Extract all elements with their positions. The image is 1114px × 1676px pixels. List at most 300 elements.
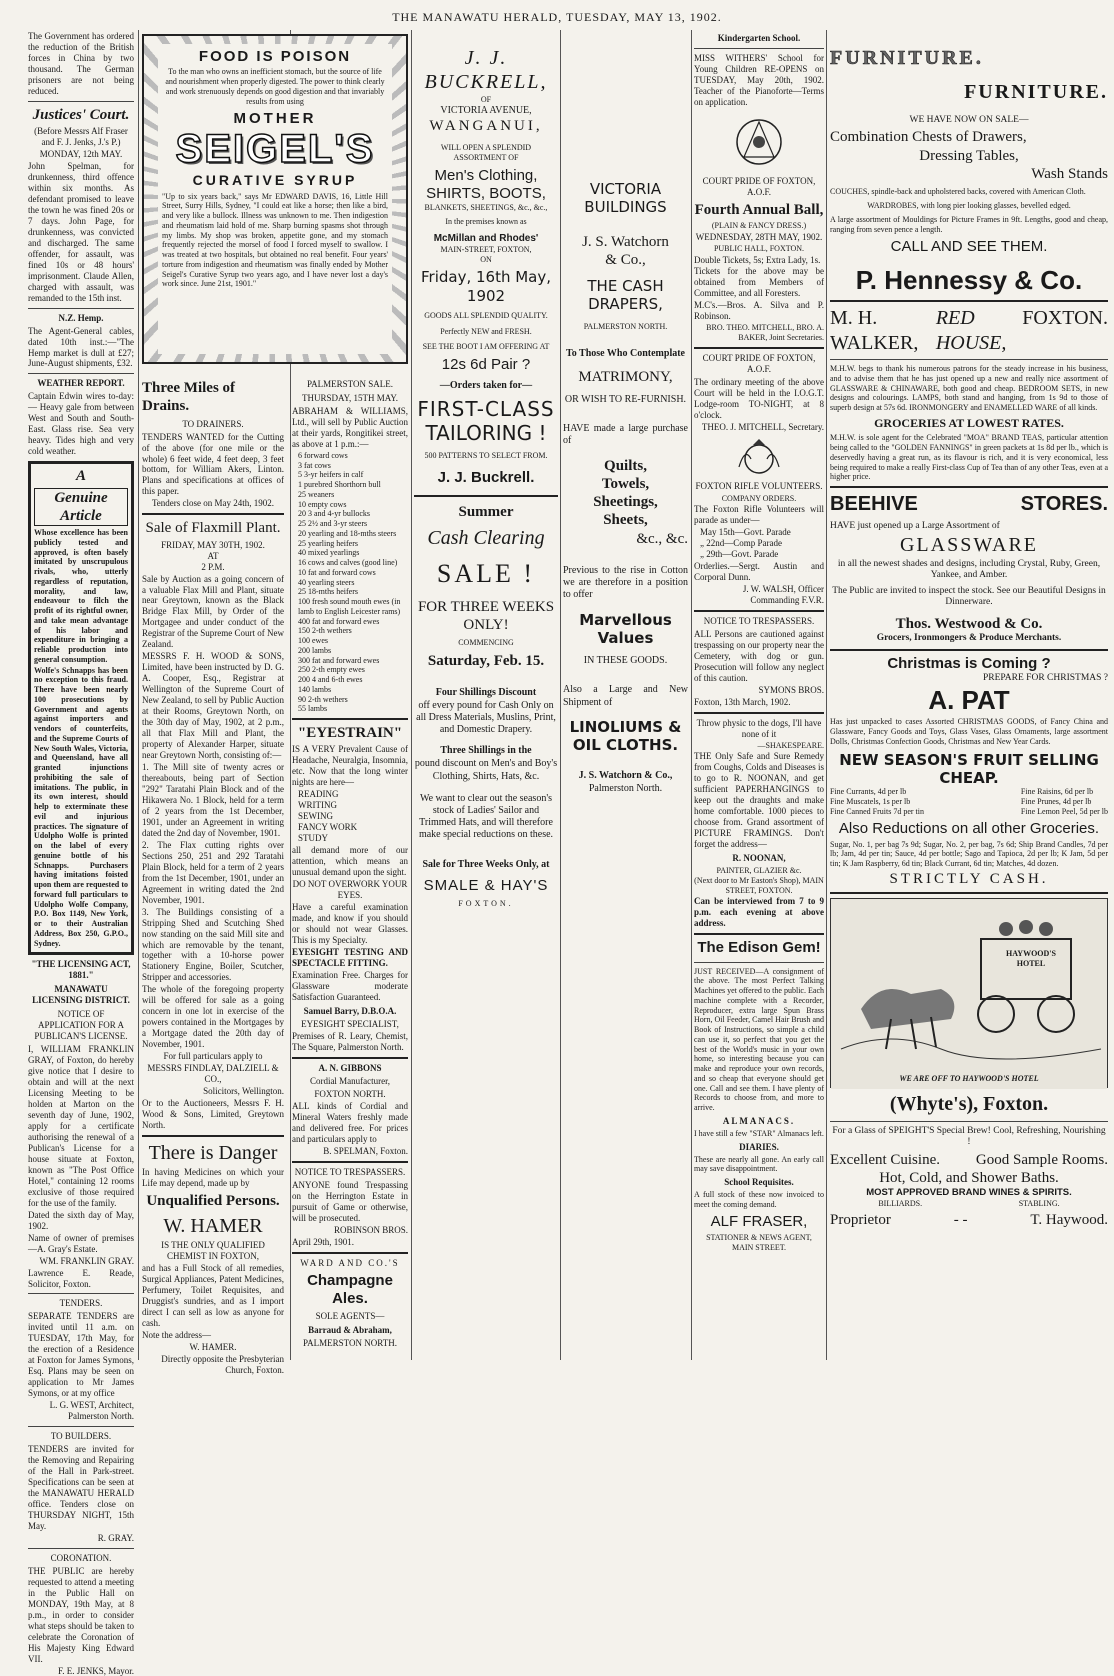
tenders-signature: L. G. WEST, Architect, Palmerston North. [28, 1400, 134, 1422]
almanacs-text: I have still a few "STAR" Almanacs left. [694, 1129, 824, 1139]
trespass-text: ANYONE found Trespassing on the Herrington Estate in pursuit of Game or otherwise, will be prosecuted. [292, 1180, 408, 1224]
ward-ales: Champagne Ales. [292, 1272, 408, 1309]
builders-title: TO BUILDERS. [28, 1431, 134, 1442]
fruit-right-list [1021, 787, 1108, 816]
wines-spirits: MOST APPROVED BRAND WINES & SPIRITS. [830, 1187, 1108, 1199]
fruit-heading: NEW SEASON'S FRUIT SELLING CHEAP. [830, 751, 1108, 788]
builders-signature: R. GRAY. [28, 1533, 134, 1544]
contemplate: To Those Who Contemplate [563, 348, 688, 360]
walker-heading [830, 306, 1108, 355]
court-before: (Before Messrs Alf Fraser and F. J. Jenks, J.'s P.) [28, 126, 134, 148]
buckrell-price: 12s 6d Pair ? [414, 356, 558, 374]
column-1 [28, 30, 134, 1360]
sale-item: 16 cows and calves (good line) [298, 558, 408, 568]
column-3 [292, 376, 408, 1360]
saturday-date: Saturday, Feb. 15. [414, 652, 558, 670]
sale-item: 25 weaners [298, 490, 408, 500]
royal-crest-icon [729, 437, 789, 477]
tres-signature: SYMONS BROS. [694, 685, 824, 696]
sale-date: THURSDAY, 15TH MAY. [292, 393, 408, 404]
buckrell-first-class: FIRST-CLASS [414, 397, 558, 421]
fruit-price: Fine Prunes, 4d per lb [1021, 797, 1108, 807]
masthead: THE MANAWATU HERALD, TUESDAY, MAY 13, 1902. [0, 0, 1114, 30]
proprietor-label: Proprietor [830, 1211, 891, 1229]
apat-text: Has just unpacked to cases Assorted CHRISTMAS GOODS, of Fancy China and Glassware, Fancy Goods and Toys, Glass Vases, Glass Ornaments, large assortment Dolls, Christmas Confection Goods, Christmas and New Year Cards. [830, 717, 1108, 746]
gibbons-signature: B. SPELMAN, Foxton. [292, 1146, 408, 1157]
rifle-signature: J. W. WALSH, Officer Commanding F.V.R. [694, 584, 824, 606]
refurnish: OR WISH TO RE-FURNISH. [563, 394, 688, 406]
buckrell-goods: GOODS ALL SPLENDID QUALITY. [414, 311, 558, 321]
buckrell-orders: —Orders taken for— [414, 380, 558, 392]
drains-close: Tenders close on May 24th, 1902. [142, 498, 284, 509]
furniture-tables: Dressing Tables, [830, 147, 1108, 165]
buckrell-will-open: WILL OPEN A SPLENDID ASSORTMENT OF [414, 143, 558, 163]
coach-sign: HAYWOOD'S HOTEL [996, 949, 1066, 969]
buckrell-mens: Men's Clothing, [414, 167, 558, 185]
hennessy-name: P. Hennessy & Co. [830, 265, 1108, 297]
court-meeting-text: The ordinary meeting of the above Court will be held in the I.O.G.T. Lodge-room TO-NIGHT, at 8 o'clock. [694, 377, 824, 421]
furniture-now-on-sale: WE HAVE NOW ON SALE— [830, 115, 1108, 127]
eyestrain-text: IS A VERY Prevalent Cause of Headache, Neuralgia, Insomnia, etc. Now that the long winter nights are here— [292, 744, 408, 788]
column-rule [826, 30, 827, 1360]
hemp-text: The Agent-General cables, dated 10th inst.:—"The Hemp market is dull at £27; June-August shipments, £32. [28, 326, 134, 370]
hamer-note: Note the address— [142, 1330, 284, 1341]
matrimony: MATRIMONY, [563, 368, 688, 386]
noonan-address: (Next door to Mr Easton's Shop), MAIN STREET, FOXTON. [694, 876, 824, 896]
flax-date: FRIDAY, MAY 30TH, 1902. [142, 540, 284, 551]
flax-title: Sale of Flaxmill Plant. [142, 519, 284, 537]
sample-rooms: Good Sample Rooms. [976, 1151, 1108, 1169]
column-rule [138, 30, 139, 1360]
fraser-address: MAIN STREET. [694, 1243, 824, 1253]
marvellous-values: Marvellous Values [563, 611, 688, 648]
eyestrain-text2: all demand more of our attention, which means an unusual demand upon the sight. [292, 845, 408, 878]
column-rule [411, 30, 412, 1360]
sale-item: 5 3-yr heifers in calf [298, 470, 408, 480]
flax-firm: MESSRS FINDLAY, DALZIELL & CO., [142, 1063, 284, 1085]
licensing-signature: WM. FRANKLIN GRAY. [28, 1256, 134, 1267]
smale-hays: SMALE & HAY'S [414, 877, 558, 895]
baths: Hot, Cold, and Shower Baths. [830, 1169, 1108, 1187]
ball-mc: M.C's.—Bros. A. Silva and P. Robinson. [694, 300, 824, 322]
cash-clearing: Cash Clearing [414, 526, 558, 550]
licensing-owner: Name of owner of premises—A. Gray's Estate. [28, 1233, 134, 1255]
flax-or: Or to the Auctioneers, Messrs F. H. Wood & Sons, Limited, Greytown North. [142, 1098, 284, 1131]
sale-three-weeks: Sale for Three Weeks Only, at [414, 859, 558, 871]
court-signature: THEO. J. MITCHELL, Secretary. [694, 422, 824, 433]
glass-text: in all the newest shades and designs, including Crystal, Ruby, Green, Yankee, and Amber. [830, 559, 1108, 582]
flax-item1: 1. The Mill site of twenty acres or thereabouts, being part of Section "292" Taratahi Plain Block and of the Hikawera No. 1 Block, held for a term of 2 years from the 1st December, 1901, under an Agreement in writing dated the 2nd day of November, 1901. [142, 762, 284, 839]
hamer-name: W. HAMER [142, 1214, 284, 1238]
four-shillings-text: off every pound for Cash Only on all Dress Materials, Muslins, Print, and Domestic Drapery. [414, 700, 558, 737]
three-shillings-title: Three Shillings in the [414, 745, 558, 757]
trespass-title: NOTICE TO TRESPASSERS. [292, 1167, 408, 1178]
court-date: MONDAY, 12th MAY. [28, 149, 134, 160]
towels: Towels, [563, 475, 688, 493]
eyestrain-text3: Have a careful examination made, and know if you should or should not wear Glasses. This is my Specialty. [292, 902, 408, 946]
rifle-date: „ 29th—Govt. Parade [700, 549, 824, 560]
rifle-date: „ 22nd—Comp Parade [700, 538, 824, 549]
three-weeks: FOR THREE WEEKS ONLY! [414, 598, 558, 635]
buckrell-boot: SEE THE BOOT I AM OFFERING AT [414, 342, 558, 352]
edison-text: JUST RECEIVED—A consignment of the above. The most Perfect Talking Machines yet offered to the public. Each machine complete with a Recorder, Reproducer, extra large Spun Brass Horn, Oil Feeder, Camel Hair Brush and Book of Instructions, so simple a child can use it, so perfect that you get the best of the World's music in your own home, so interesting because you can make and reproduce your own records, and so cheap that everyone should get one. Call and see them. I have plenty of Records to choose from, and more to arrive. [694, 967, 824, 1113]
fruit-price: Fine Muscatels, 1s per lb [830, 797, 924, 807]
glass-invite: The Public are invited to inspect the stock. See our Beautiful Designs in Dinnerware. [830, 586, 1108, 609]
trespass-date: April 29th, 1901. [292, 1237, 408, 1248]
licensing-dated: Dated the sixth day of May, 1902. [28, 1210, 134, 1232]
sale-item: 20 yearling and 18-mths steers [298, 529, 408, 539]
prepare-christmas: PREPARE FOR CHRISTMAS ? [830, 673, 1108, 685]
diaries-title: DIARIES. [694, 1142, 824, 1153]
coronation-text: THE PUBLIC are hereby requested to attend a meeting in the Public Hall on MONDAY, 19th May, at 8 p.m., in order to consider what steps should be taken to celebrate the Coronation of His Majesty King Edward VII. [28, 1566, 134, 1665]
buckrell-on: ON [414, 255, 558, 265]
ball-text: Tickets for the above may be obtained from Members of Committee, and all Foresters. [694, 266, 824, 299]
sale-item: 55 lambs [298, 704, 408, 714]
licensing-notice: NOTICE OF APPLICATION FOR A PUBLICAN'S LICENSE. [28, 1009, 134, 1042]
furniture-mouldings: A large assortment of Mouldings for Picture Frames in 9ft. Lengths, good and cheap, ranging from seven pence a length. [830, 215, 1108, 235]
sale-item: 100 fresh sound mouth ewes (in lamb to English Leicester rams) [298, 597, 408, 617]
fruit-price: Fine Currants, 4d per lb [830, 787, 924, 797]
food-is-poison-title: FOOD IS POISON [162, 48, 388, 66]
buckrell-signature: J. J. Buckrell. [414, 469, 558, 487]
food-text: To the man who owns an inefficient stomach, but the source of life and nourishment when properly digested. The power to think clearly and work strenuously depends on good digestion and that invariably results from using [162, 67, 388, 106]
beehive-have: HAVE just opened up a Large Assortment of [830, 521, 1108, 533]
fruit-price: Fine Lemon Peel, 5d per lb [1021, 807, 1108, 817]
grocery-text: M.H.W. is sole agent for the Celebrated "MOA" BRAND TEAS, particular attention being called to the "GOLDEN FANNINGS" in green packets at 1s 8d per lb., which is deservedly having a great run, as its flavour is rich, and it is very economical, less being required to make a really First-class Cup of Tea than of any other Teas, even at a higher price. [830, 433, 1108, 482]
noonan-name: R. NOONAN, [694, 853, 824, 864]
ball-tickets: Double Tickets, 5s; Extra Lady, 1s. [694, 255, 824, 266]
gibbons-title: Cordial Manufacturer, [292, 1076, 408, 1087]
sale-item: 300 fat and forward ewes [298, 656, 408, 666]
strictly-cash: STRICTLY CASH. [830, 870, 1108, 888]
buckrell-of: OF [414, 95, 558, 105]
drains-text: TENDERS WANTED for the Cutting of the above (for one mile or the whole) 6 feet wide, 4 feet deep, 3 feet bottom, for William Akers, Linton. Plans and specifications at offices of this paper. [142, 432, 284, 498]
reductions: Also Reductions on all other Groceries. [830, 820, 1108, 838]
court-text: John Spelman, for drunkenness, third offence within six months. As defendant promised to leave the town he was fined 20s or 7 days. John Page, for drunkenness, was convicted and discharged. The same offender, for assault, was fined 10s or 48 hours' imprisonment. Claude Allen, charged with assault, was remanded to the 15th inst. [28, 161, 134, 304]
groceries-heading: GROCERIES AT LOWEST RATES. [830, 416, 1108, 431]
kindergarten-text: MISS WITHERS' School for Young Children RE-OPENS on TUESDAY, May 20th, 1902. Teacher of the Pianoforte—Terms on application. [694, 53, 824, 108]
victoria-buildings: VICTORIA BUILDINGS [563, 180, 688, 217]
eyestrain-item: STUDY [298, 833, 408, 844]
proprietor-name: T. Haywood. [1030, 1211, 1108, 1229]
rifle-date: May 15th—Govt. Parade [700, 527, 824, 538]
ward-title: WARD AND CO.'S [292, 1258, 408, 1269]
weather-text: Captain Edwin wires to-day:— Heavy gale from between West and South and South-East. Glass rise. Sea very heavy. Tides high and very cold weather. [28, 391, 134, 457]
buckrell-avenue: VICTORIA AVENUE, [414, 105, 558, 117]
furniture-heading-1: FURNITURE. [830, 46, 1108, 70]
buckrell-town: WANGANUI, [414, 117, 558, 135]
ward-town: PALMERSTON NORTH. [292, 1338, 408, 1349]
glassware: GLASSWARE [830, 533, 1108, 557]
danger-title: There is Danger [142, 1141, 284, 1165]
sale-title: PALMERSTON SALE. [292, 379, 408, 390]
mother-word: MOTHER [162, 110, 388, 128]
genuine-a: A [34, 467, 128, 485]
stabling: STABLING. [1019, 1199, 1060, 1209]
school-title: School Requisites. [694, 1177, 824, 1188]
furniture-stands: Wash Stands [830, 165, 1108, 183]
ball-title: Fourth Annual Ball, [694, 201, 824, 219]
rifle-title: FOXTON RIFLE VOLUNTEERS. [694, 481, 824, 492]
barry-title: EYESIGHT SPECIALIST, [292, 1019, 408, 1030]
sale-item: 20 3 and 4-yr bullocks [298, 509, 408, 519]
watchorn-name: J. S. Watchorn [563, 233, 688, 251]
hamer-text2: and has a Full Stock of all remedies, Surgical Appliances, Patent Medicines, Perfumery, Toilet Requisites, and Druggist's sundries, and as I import direct I can sell as low as anyone for cash. [142, 1263, 284, 1329]
sale-item: 25 2½ and 3-yr steers [298, 519, 408, 529]
court-lodge: COURT PRIDE OF FOXTON, A.O.F. [694, 353, 824, 375]
licensing-text: I, WILLIAM FRANKLIN GRAY, of Foxton, do hereby give notice that I desire to obtain and will at the next Licensing Meeting to be holden at Marton on the seventh day of June, 1902, apply for a certificate authorising the renewal of a Publican's License for a house situate at Foxton, known as "The Post Office Hotel," containing 12 rooms exclusive of those required for the use of the family. [28, 1044, 134, 1209]
flax-item3: 3. The Buildings consisting of a Stripping Shed and Scutching Shed now standing on the said Mill site and which are removable by the tenant, together with a 10-horse power Stationery Engine, Boiler, Scutcher, Stripper and accessories. [142, 907, 284, 984]
previous-rise: Previous to the rise in Cotton we are therefore in a position to offer [563, 565, 688, 602]
coach-illustration [830, 898, 1108, 1088]
rifle-orders: COMPANY ORDERS. [694, 494, 824, 504]
fraser-name: ALF FRASER, [694, 1213, 824, 1231]
buckrell-mcmillan: McMillan and Rhodes' [414, 233, 558, 245]
rifle-orderlies: Orderlies.—Sergt. Austin and Corporal Dunn. [694, 561, 824, 583]
coach-drawing-icon [831, 899, 1107, 1089]
eyestrain-testing: EYESIGHT TESTING AND SPECTACLE FITTING. [292, 947, 408, 969]
billiards: BILLIARDS. [878, 1199, 922, 1209]
gibbons-name: A. N. GIBBONS [292, 1063, 408, 1074]
also-shipment: Also a Large and New Shipment of [563, 684, 688, 708]
watchorn-co: & Co., [563, 251, 688, 269]
sale-items-list [292, 451, 408, 714]
cash-drapers: THE CASH DRAPERS, [563, 277, 688, 314]
flax-item2: 2. The Flax cutting rights over Sections 250, 251 and 292 Taratahi Plain Block, held for a term of 2 years from the 1st December, 1901, under an Agreement in writing dated the 2nd November, 1901. [142, 840, 284, 906]
westwood-name: Thos. Westwood & Co. [830, 615, 1108, 633]
coach-caption: WE ARE OFF TO HAYWOOD'S HOTEL [831, 1074, 1107, 1084]
ball-date: WEDNESDAY, 28TH MAY, 1902. [694, 232, 824, 243]
sale-item: 200 lambs [298, 646, 408, 656]
eyestrain-item: SEWING [298, 811, 408, 822]
walker-red-house: RED HOUSE, [936, 306, 1022, 355]
fruit-prices [830, 787, 1108, 816]
furniture-chests: Combination Chests of Drawers, [830, 128, 1108, 146]
buckrell-premises: In the premises known as [414, 217, 558, 227]
sale-item: 90 2-th wethers [298, 695, 408, 705]
eyestrain-list [292, 789, 408, 844]
genuine-text2: Wolfe's Schnapps has been no exception to this fraud. There have been nearly 100 prosecutions by Government and agents against importers and vendors of counterfeits, and the Supreme Courts of New South Wales, Victoria, and Queensland, have all granted injunctions prohibiting the sale of imitations. The public, in its own interest, should help to exterminate these evil and injurious practices. The signature of Udolpho Wolfe is printed on the label of every genuine bottle of his Schnapps. Purchasers having imitations foisted upon them are requested to forward full particulars to Udolpho Wolfe Company, P.O. Box 1149, New York, or to their Australian Address, Box 250, G.P.O., Sydney. [34, 666, 128, 949]
sale-item: 6 forward cows [298, 451, 408, 461]
sale-item: 40 mixed yearlings [298, 548, 408, 558]
eyestrain-item: FANCY WORK [298, 822, 408, 833]
sugar-prices: Sugar, No. 1, per bag 7s 9d; Sugar, No. 2, per bag, 7s 6d; Ship Brand Candles, 7d per lb; Jam, 4d per tin; Sauce, 4d per bottle; Sago and Tapioca, 2d per lb; K Jam, 5d per tin; K Jam Raspberry, 6d tin; Black Currant, 6d tin; Matches, 4d dozen. [830, 840, 1108, 869]
coronation-title: CORONATION. [28, 1553, 134, 1564]
kindergarten-title: Kindergarten School. [694, 33, 824, 44]
licensing-solicitor: Lawrence E. Reade, Solicitor, Foxton. [28, 1268, 134, 1290]
furniture-wardrobes: WARDROBES, with long pier looking glasses, bevelled edged. [830, 201, 1108, 211]
gibbons-text: ALL kinds of Cordial and Mineral Waters freshly made and delivered free. For prices and particulars apply to [292, 1101, 408, 1145]
sale-item: 10 fat and forward cows [298, 568, 408, 578]
ball-lodge: COURT PRIDE OF FOXTON, A.O.F. [694, 176, 824, 198]
buckrell-blankets: BLANKETS, SHEETINGS, &c., &c., [414, 203, 558, 213]
foresters-crest-icon [724, 112, 794, 172]
summer-title: Summer [414, 503, 558, 521]
coronation-signature: F. E. JENKS, Mayor. [28, 1666, 134, 1676]
walker-text: M.H.W. begs to thank his numerous patrons for the steady increase in his business, and to advise them that he has just opened up a new and really nice assortment of GLASSWARE & CHINAWARE, both good and cheap. BEDROOM SETS, in new designs and colourings. LAMPS, both stand and hanging, from 1s 9d to those of superb design at 57s 6d. IRONMONGERY and ENAMELLED WARE of all kinds. [830, 364, 1108, 413]
ward-agents: SOLE AGENTS— [292, 1311, 408, 1322]
flax-at: AT [142, 551, 284, 562]
buckrell-main-street: MAIN-STREET, FOXTON, [414, 245, 558, 255]
column-7 [830, 30, 1108, 1360]
gibbons-town: FOXTON NORTH. [292, 1089, 408, 1100]
builders-text: TENDERS are invited for the Removing and Repairing of the Hall in Park-street. Specifications can be seen at the MANAWATU HERALD office. Tenders close on THURSDAY NIGHT, 15th May. [28, 1444, 134, 1532]
column-5 [563, 30, 688, 1360]
smale-foxton: FOXTON. [414, 899, 558, 909]
sale-item: 400 fat and forward ewes [298, 617, 408, 627]
column-4 [414, 30, 558, 1360]
buckrell-perfectly: Perfectly NEW and FRESH. [414, 327, 558, 337]
tres-date: Foxton, 13th March, 1902. [694, 697, 824, 708]
seigels-logo: SEIGEL'S [162, 129, 388, 169]
edison-title: The Edison Gem! [694, 939, 824, 957]
column-rule [560, 30, 561, 1360]
flax-time: 2 P.M. [142, 562, 284, 573]
ball-hall: PUBLIC HALL, FOXTON. [694, 244, 824, 254]
noonan-text: THE Only Safe and Sure Remedy from Coughs, Colds and Diseases is to go to R. NOONAN, and get sufficient PAPERHANGINGS to keep out the draughts and make home comfortable. 1000 pieces to choose from. Grand assortment of PICTURE FRAMINGS. Don't forget the address— [694, 751, 824, 850]
christmas-heading: Christmas is Coming ? [830, 655, 1108, 673]
billiards-row [830, 1199, 1108, 1209]
proprietor-row [830, 1211, 1108, 1229]
danger-unqualified: Unqualified Persons. [142, 1192, 284, 1210]
apat-name: A. PAT [830, 685, 1108, 717]
tenders-text: SEPARATE TENDERS are invited until 11 a.m. on TUESDAY, 17th May, for the erection of a Residence at Foxton for James Symons, Esq. Plans may be seen on application to Mr James Symons, or at my office [28, 1311, 134, 1399]
buckrell-shirts: SHIRTS, BOOTS, [414, 185, 558, 203]
sale-item: 140 lambs [298, 685, 408, 695]
fraser-trade: STATIONER & NEWS AGENT, [694, 1233, 824, 1243]
sale-item: 100 ewes [298, 636, 408, 646]
hemp-title: N.Z. Hemp. [28, 313, 134, 324]
rifle-text: The Foxton Rifle Volunteers will parade as under— [694, 504, 824, 526]
noonan-hours: Can be interviewed from 7 to 9 p.m. each evening at above address. [694, 896, 824, 929]
beehive-stores: STORES. [1021, 492, 1108, 516]
school-text: A full stock of these now invoiced to meet the coming demand. [694, 1190, 824, 1210]
sale-item: 25 18-mths heifers [298, 587, 408, 597]
buckrell-tailoring: TAILORING ! [414, 421, 558, 445]
buckrell-patterns: 500 PATTERNS TO SELECT FROM. [414, 451, 558, 461]
fruit-left-list [830, 787, 924, 816]
whytes-foxton: (Whyte's), Foxton. [830, 1092, 1108, 1116]
flax-text3: The whole of the foregoing property will be offered for sale as a going concern in one lot in exercise of the powers contained in the Mortgages by a Mortgage dated the 20th day of November, 1901. [142, 984, 284, 1050]
ball-dress: (PLAIN & FANCY DRESS.) [694, 221, 824, 231]
tres-text: ALL Persons are cautioned against trespassing on our property near the Cemetery, with dog or gun. Prosecution will follow any neglect of this caution. [694, 629, 824, 684]
eyestrain-exam: Examination Free. Charges for Glassware moderate Satisfaction Guaranteed. [292, 970, 408, 1003]
trespass-signature: ROBINSON BROS. [292, 1225, 408, 1236]
walker-name: M. H. WALKER, [830, 306, 936, 355]
sale-text: ABRAHAM & WILLIAMS, Ltd., will sell by Public Auction at their yards, Rongitikei street, as above at 1 p.m.:— [292, 406, 408, 450]
eyestrain-dont: DO NOT OVERWORK YOUR EYES. [292, 879, 408, 901]
shakespeare: —SHAKESPEARE. [694, 741, 824, 751]
buckrell-date: Friday, 16th May, 1902 [414, 268, 558, 305]
ball-secretaries: BRO. THEO. MITCHELL, BRO. A. BAKER, Joint Secretaries. [694, 323, 824, 343]
sale-item: 200 4 and 6-th ewes [298, 675, 408, 685]
eyestrain-item: READING [298, 789, 408, 800]
flax-particulars: For full particulars apply to [142, 1051, 284, 1062]
three-shillings-text: pound discount on Men's and Boy's Clothing, Shirts, Hats, &c. [414, 758, 558, 782]
court-title: Justices' Court. [28, 106, 134, 124]
barry-address: Premises of R. Leary, Chemist, The Square, Palmerston North. [292, 1031, 408, 1053]
watchorn-town: Palmerston North. [563, 783, 688, 795]
column-6 [694, 30, 824, 1360]
sale-word: SALE ! [414, 558, 558, 590]
sheets: Sheets, [563, 511, 688, 529]
amenities-row [830, 1151, 1108, 1169]
flax-firm2: Solicitors, Wellington. [142, 1086, 284, 1097]
clear-text: We want to clear out the season's stock of Ladies' Sailor and Trimmed Hats, and will therefore make special reductions on these. [414, 793, 558, 842]
hamer-address: Directly opposite the Presbyterian Church, Foxton. [142, 1354, 284, 1376]
seigels-syrup-ad [142, 34, 408, 364]
china-forces-item: The Government has ordered the reduction of the British forces in China by two thousand. The German prisoners are not being reduced. [28, 31, 134, 97]
westwood-trade: Grocers, Ironmongers & Produce Merchants. [830, 633, 1108, 645]
licensing-act: "THE LICENSING ACT, 1881." [28, 959, 134, 981]
eyestrain-item: WRITING [298, 800, 408, 811]
drains-subtitle: TO DRAINERS. [142, 419, 284, 430]
noonan-trade: PAINTER, GLAZIER &c. [694, 866, 824, 876]
flax-text: Sale by Auction as a going concern of a valuable Flax Mill and Plant, situate near Greytown, known as the Black Bridge Flax Mill, by Order of the Mortgagee and under conduct of the Registrar of the Supreme Court of New Zealand. [142, 574, 284, 651]
newspaper-page [18, 30, 1108, 1360]
linoliums: LINOLIUMS & OIL CLOTHS. [563, 718, 688, 755]
tenders-title: TENDERS. [28, 1298, 134, 1309]
watchorn-signature: J. S. Watchorn & Co., [563, 770, 688, 782]
sale-item: 40 yearling steers [298, 578, 408, 588]
rifle-dates-list [694, 527, 824, 560]
col2-left-block [142, 376, 284, 1377]
fruit-price: Fine Canned Fruits 7d per tin [830, 807, 924, 817]
almanacs-title: ALMANACS. [694, 1116, 824, 1127]
have-purchase: HAVE made a large purchase of [563, 423, 688, 447]
genuine-article-ad [28, 461, 134, 955]
buckrell-name: J. J. BUCKRELL, [414, 46, 558, 95]
curative-syrup: CURATIVE SYRUP [162, 172, 388, 189]
etc: &c., &c. [563, 530, 688, 548]
danger-text: In having Medicines on which your Life may depend, made up by [142, 1167, 284, 1189]
quilts: Quilts, [563, 457, 688, 475]
commencing: COMMENCING [414, 638, 558, 648]
eyestrain-title: "EYESTRAIN" [292, 724, 408, 742]
weather-title: WEATHER REPORT. [28, 378, 134, 389]
genuine-text: Whose excellence has been publicly tested and approved, is often basely imitated by unscrupulous rivals, who, utterly regardless of reputation, morality, and law, endeavour to filch the profit of its rightful owner, and take mean advantage of his labor and expenditure in bringing a reliable production into general consumption. [34, 528, 128, 665]
beehive-heading [830, 492, 1108, 516]
these-goods: IN THESE GOODS. [563, 655, 688, 667]
sale-item: 1 purebred Shorthorn bull [298, 480, 408, 490]
cuisine: Excellent Cuisine. [830, 1151, 940, 1169]
hamer-text: IS THE ONLY QUALIFIED CHEMIST IN FOXTON, [142, 1240, 284, 1262]
sale-item: 25 yearling heifers [298, 539, 408, 549]
proprietor-dash: - - [954, 1211, 968, 1229]
sale-item: 250 2-th empty ewes [298, 665, 408, 675]
drains-title: Three Miles of Drains. [142, 379, 284, 416]
tres-title: NOTICE TO TRESPASSERS. [694, 616, 824, 627]
flax-text2: MESSRS F. H. WOOD & SONS, Limited, have been instructed by D. G. A. Cooper, Esq., Registrar at Wellington of the Supreme Court of New Zealand, to sell by Public Auction at their Rooms, Greytown North, on the 30th day of May, 1902, at 2 p.m., all that Flax Mill and Plant, the property of Alexander Harper, situate near Greytown North, consisting of:— [142, 651, 284, 761]
speight-text: For a Glass of SPEIGHT'S Special Brew! Cool, Refreshing, Nourishing ! [830, 1126, 1108, 1149]
fruit-price: Fine Raisins, 6d per lb [1021, 787, 1108, 797]
sale-item: 10 empty cows [298, 500, 408, 510]
licensing-district: MANAWATU LICENSING DISTRICT. [28, 984, 134, 1006]
sale-item: 3 fat cows [298, 461, 408, 471]
call-and-see: CALL AND SEE THEM. [830, 238, 1108, 256]
walker-foxton: FOXTON. [1022, 306, 1108, 330]
watchorn-palmerston: PALMERSTON NORTH. [563, 322, 688, 332]
sale-item: 150 2-th wethers [298, 626, 408, 636]
four-shillings-title: Four Shillings Discount [414, 687, 558, 699]
furniture-couches: COUCHES, spindle-back and upholstered backs, covered with American Cloth. [830, 187, 1108, 197]
sheetings: Sheetings, [563, 493, 688, 511]
physic-quote: Throw physic to the dogs, I'll have none of it [694, 718, 824, 740]
genuine-title: Genuine Article [34, 488, 128, 527]
furniture-heading-2: FURNITURE. [830, 80, 1108, 104]
ward-firm: Barraud & Abraham, [292, 1325, 408, 1336]
hamer-signature: W. HAMER. [142, 1342, 284, 1353]
